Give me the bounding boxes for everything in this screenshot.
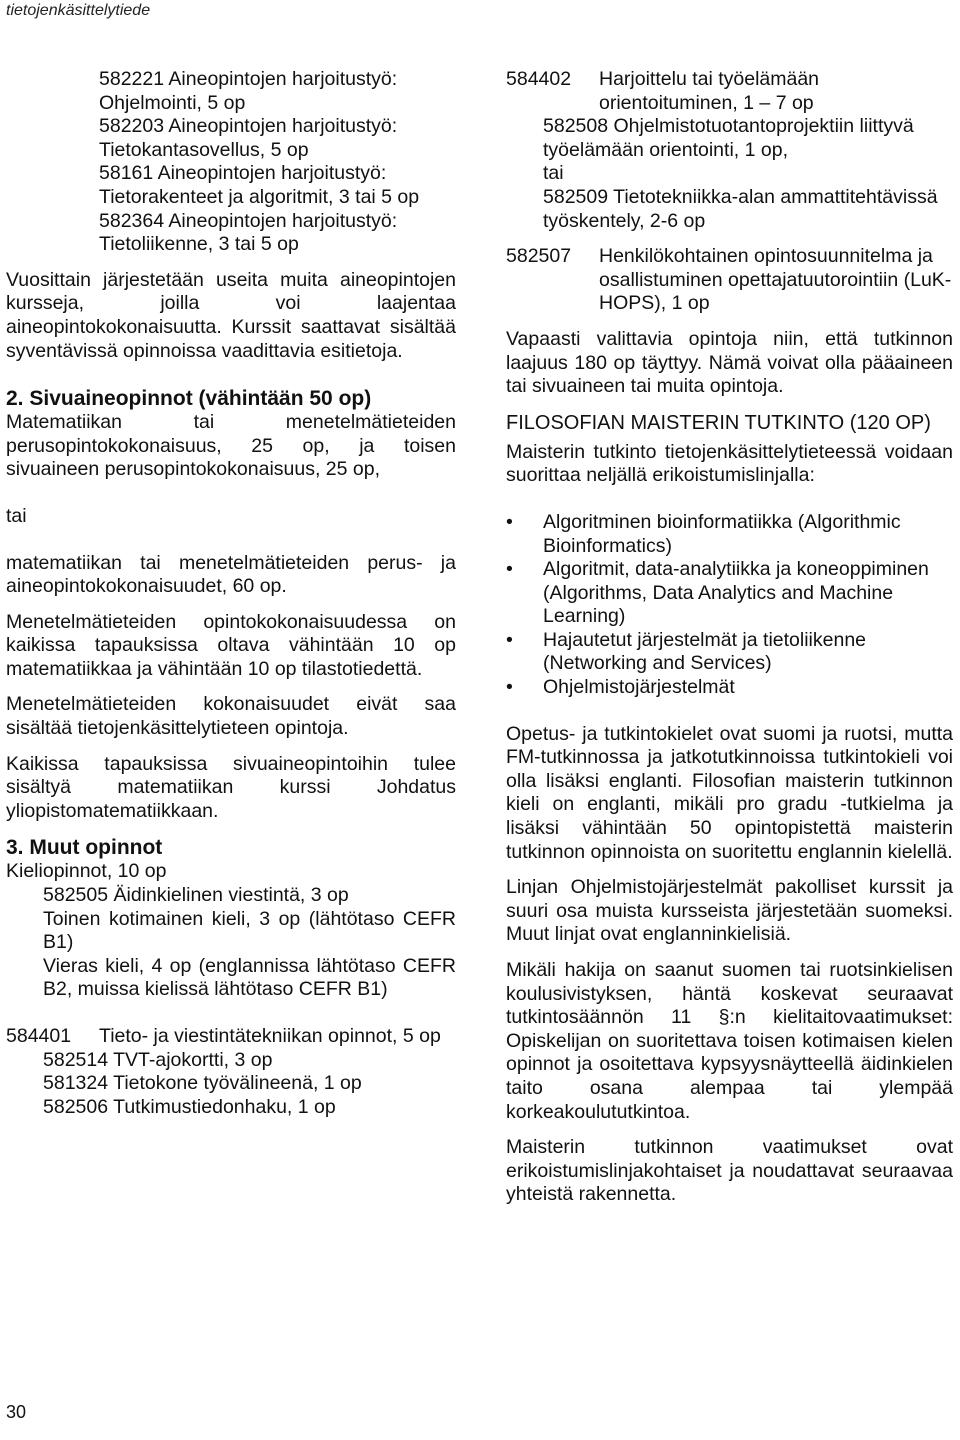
paragraph-kaikissa: Kaikissa tapauksissa sivuaineopintoihin tulee sisältyä matematiikan kurssi Johdatus yliopistomatematiikkaan. [6,752,456,822]
course-code: 582507 [506,245,572,268]
left-column [6,68,456,1119]
section-heading-2: 2. Sivuaineopinnot (vähintään 50 op) [6,387,372,411]
right-column [506,68,953,1207]
kieli-item: Toinen kotimainen kieli, 3 op (lähtötaso CEFR B1) [43,907,456,954]
course-code: 584402 [506,68,572,90]
paragraph-matematiikan: Matematiikan tai menetelmätieteiden perusopintokokonaisuus, 25 op, ja toisen sivuaineen perusopintokokonaisuus, 25 op, [6,411,456,481]
course-title: Henkilökohtainen opintosuunnitelma ja osallistuminen opettajatuutorointiin (LuK-HOPS), 1 op [599,245,952,315]
list-item [506,511,953,558]
kieli-item: 582505 Äidinkielinen viestintä, 3 op [43,884,349,907]
paragraph-maisterin: Maisterin tutkinto tietojenkäsittelytieteessä voidaan suorittaa neljällä erikoistumislinjalla: [506,440,953,487]
course-item: 582364 Aineopintojen harjoitustyö: Tietoliikenne, 3 tai 5 op [99,209,398,256]
list-item [506,558,953,629]
course-code: 584401 [6,1025,72,1047]
course-584402-list [506,115,953,233]
course-item: 582514 TVT-ajokortti, 3 op [43,1048,273,1071]
page-number: 30 [6,1402,27,1422]
course-584401 [6,1025,456,1049]
course-item: 582203 Aineopintojen harjoitustyö: Tietokantasovellus, 5 op [99,115,398,161]
specialisation-list [506,511,953,700]
course-item: 581324 Tietokone työvälineenä, 1 op [43,1072,362,1095]
or-word: tai [543,162,564,185]
course-list-top [6,68,456,257]
paragraph-vuosittain: Vuosittain järjestetään useita muita aineopintojen kursseja, joilla voi laajentaa aineopintokokonaisuutta. Kurssit saattavat sisältää syventävissä opinnoissa vaadittavia esitietoja. [6,268,456,362]
kieli-item: Vieras kieli, 4 op (englannissa lähtötaso CEFR B2, muissa kielissä lähtötaso CEFR B1) [43,954,456,1001]
paragraph-opetus: Opetus- ja tutkintokielet ovat suomi ja ruotsi, mutta FM-tutkinnossa ja jatkotutkinnoissa tutkintokieli voi olla lisäksi englanti. Filosofian maisterin tutkinnon kieli on englanti, mikäli pro gradu -tutkielma ja lisäksi vähintään 50 opintopistettä maisterin tutkinnon opinnoista on suoritettu englannin kielellä. [506,722,953,863]
bullet-icon: • [506,510,513,533]
bullet-icon: • [506,628,513,651]
course-item: 582221 Aineopintojen harjoitustyö: Ohjelmointi, 5 op [99,68,398,114]
paragraph-menetelma-2: Menetelmätieteiden kokonaisuudet eivät saa sisältää tietojenkäsittelytieteen opintoja. [6,693,456,740]
list-item-text: Ohjelmistojärjestelmät [543,676,735,699]
course-584401-list [6,1049,456,1120]
or-word: tai [6,504,27,527]
kieli-list [6,884,456,1002]
course-title: Harjoittelu tai työelämään orientoituminen, 1 – 7 op [599,68,820,114]
section-heading-3: 3. Muut opinnot [6,836,163,860]
list-item [506,629,953,676]
course-title: Tieto- ja viestintätekniikan opinnot, 5 op [99,1025,441,1047]
list-item-text: Hajautetut järjestelmät ja tietoliikenne (Networking and Services) [543,628,867,675]
course-item: 582509 Tietotekniikka-alan ammattitehtävissä työskentely, 2-6 op [543,185,938,232]
course-582507 [506,245,953,316]
paragraph-maisterin-vaatimukset: Maisterin tutkinnon vaatimukset ovat erikoistumislinjakohtaiset ja noudattavat seuraavaa yhteistä rakennetta. [506,1136,953,1206]
course-584402 [506,68,953,115]
course-item: 582508 Ohjelmistotuotantoprojektiin liittyvä työelämään orientointi, 1 op, [543,115,914,161]
section-heading-fm: FILOSOFIAN MAISTERIN TUTKINTO (120 OP) [506,411,931,434]
paragraph-vapaasti: Vapaasti valittavia opintoja niin, että tutkinnon laajuus 180 op täyttyy. Nämä voivat olla pääaineen tai sivuaineen tai muita opintoja. [506,327,953,398]
paragraph-linjan: Linjan Ohjelmistojärjestelmät pakolliset kurssit ja suuri osa muista kursseista järjestetään suomeksi. Muut linjat ovat englanninkielisiä. [506,876,953,946]
kieliopinnot-label: Kieliopinnot, 10 op [6,860,167,883]
course-item: 582506 Tutkimustiedonhaku, 1 op [43,1095,336,1118]
bullet-icon: • [506,676,513,699]
paragraph-aineopinto: matematiikan tai menetelmätieteiden perus- ja aineopintokokonaisuudet, 60 op. [6,551,456,598]
paragraph-menetelma-1: Menetelmätieteiden opintokokonaisuudessa on kaikissa tapauksissa oltava vähintään 10 op matematiikkaa ja vähintään 10 op tilastotiedettä. [6,610,456,680]
course-item: 58161 Aineopintojen harjoitustyö: Tietorakenteet ja algoritmit, 3 tai 5 op [99,162,420,208]
bullet-icon: • [506,558,513,581]
list-item-text: Algoritmit, data-analytiikka ja koneoppiminen (Algorithms, Data Analytics and Machine Learning) [543,558,929,628]
list-item-text: Algoritminen bioinformatiikka (Algorithmic Bioinformatics) [543,510,901,557]
running-title: tietojenkäsittelytiede [6,2,151,19]
paragraph-mikali: Mikäli hakija on saanut suomen tai ruotsinkielisen koulusivistyksen, häntä koskevat seuraavat tutkintosäännön 11 §:n kielitaitovaatimukset: Opiskelijan on suoritettava toisen kotimaisen kielen opinnot ja osoitettava kypsyysnäytteellä äidinkielen taito osana alempaa tai ylempää korkeakoulututkintoa. [506,959,953,1123]
list-item [506,676,953,700]
